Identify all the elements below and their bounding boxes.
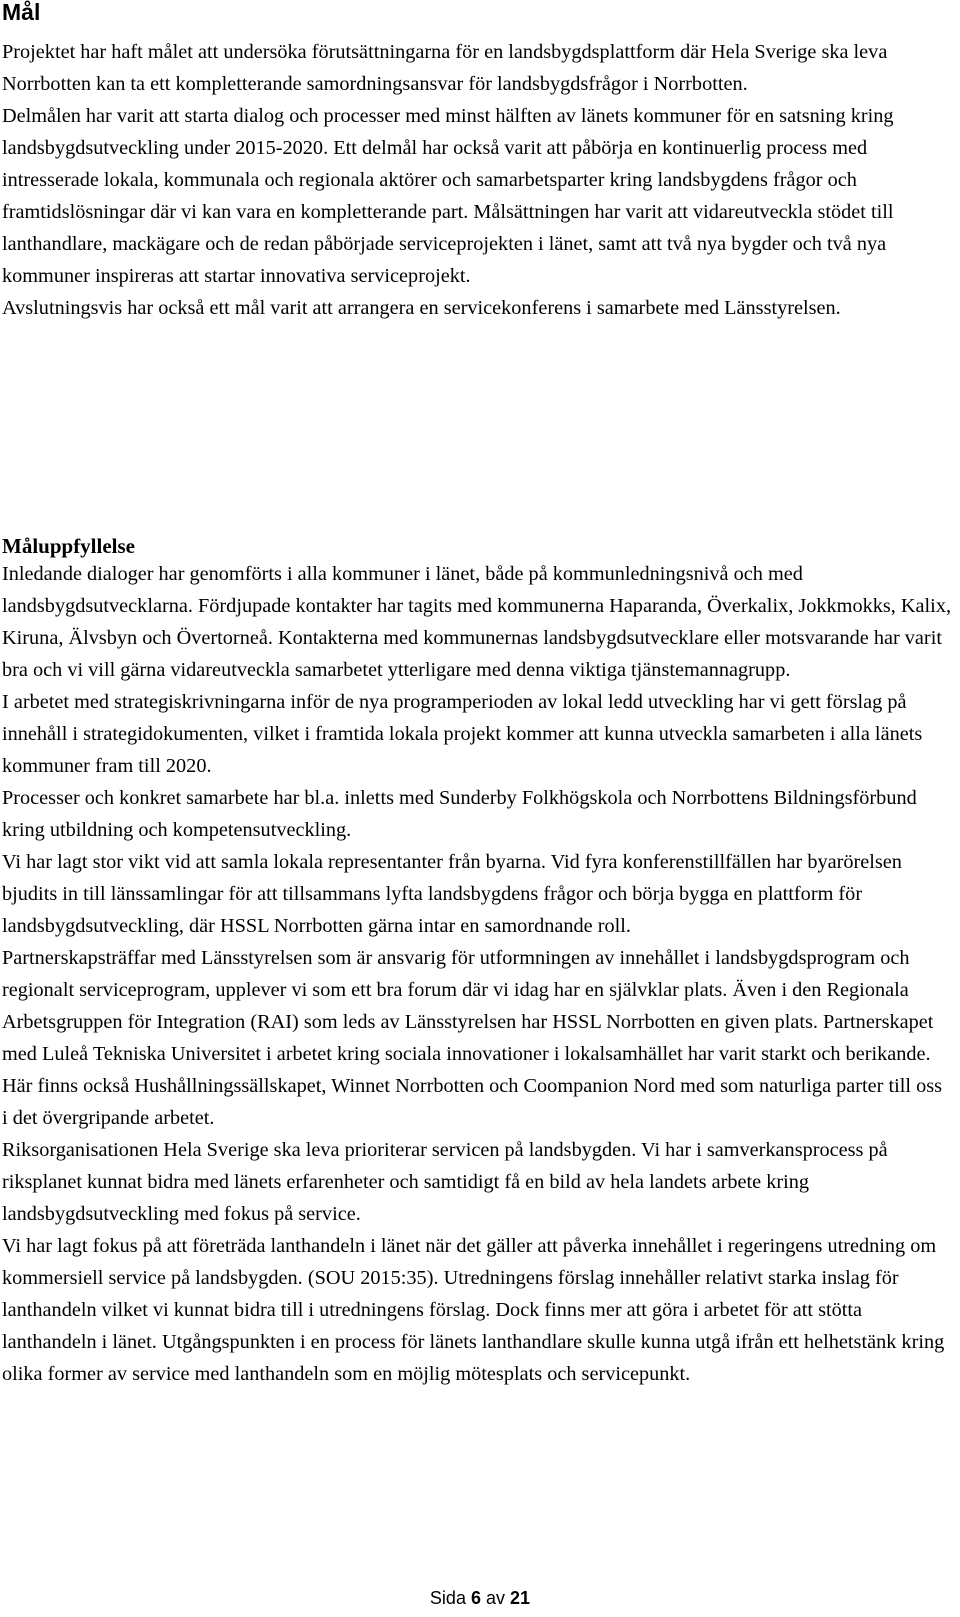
paragraph: Avslutningsvis har också ett mål varit att arrangera en servicekonferens i samarbete med Länsstyrelsen. [2,297,841,319]
section-maluppfyllelse-body [2,558,952,1390]
total-pages: 21 [510,1588,531,1608]
paragraph: Delmålen har varit att starta dialog och processer med minst hälften av länets kommuner för en satsning kring landsbygdsutveckling under 2015-2020. Ett delmål har också varit att påbörja en kontinuerlig process med intresserade lokala, kommunala och regionala aktörer och samarbetsparter kring landsbygdens frågor och framtidslösningar där vi kan vara en kompletterande part. Målsättningen har varit att vidareutveckla stödet till lanthandlare, mackägare och de redan påbörjade serviceprojekten i länet, samt att två nya bygder och två nya kommuner inspireras att startar innovativa serviceprojekt. [2,105,894,287]
paragraph: Vi har lagt stor vikt vid att samla lokala representanter från byarna. Vid fyra konferenstillfällen har byarörelsen bjudits in till länssamlingar för att tillsammans lyfta landsbygdens frågor och börja bygga en plattform för landsbygdsutveckling, där HSSL Norrbotten gärna intar en samordnande roll. [2,851,902,937]
current-page: 6 [470,1588,481,1608]
section-heading-maluppfyllelse: Måluppfyllelse [2,534,136,558]
paragraph: Riksorganisationen Hela Sverige ska leva prioriterar servicen på landsbygden. Vi har i samverkansprocess på riksplanet kunnat bidra med länets erfarenheter och samtidigt få en bild av hela landets arbete kring landsbygdsutveckling med fokus på service. [2,1139,888,1225]
page-label: Sida [429,1588,466,1608]
paragraph: Vi har lagt fokus på att företräda lanthandeln i länet när det gäller att påverka innehållet i regeringens utredning om kommersiell service på landsbygden. (SOU 2015:35). Utredningens förslag innehåller relativt starka inslag för lanthandeln vilket vi kunnat bidra till i utredningens förslag. Dock finns mer att göra i arbetet för att stötta lanthandeln i länet. Utgångspunkten i en process för länets lanthandlare skulle kunna utgå ifrån ett helhetstänk kring olika former av service med lanthandeln som en möjlig mötesplats och servicepunkt. [2,1235,945,1385]
paragraph: I arbetet med strategiskrivningarna inför de nya programperioden av lokal ledd utveckling har vi gett förslag på innehåll i strategidokumenten, vilket i framtida lokala projekt kommer att kunna utveckla samarbeten i alla länets kommuner fram till 2020. [2,691,923,777]
paragraph: Inledande dialoger har genomförts i alla kommuner i länet, både på kommunledningsnivå och med landsbygdsutvecklarna. Fördjupade kontakter har tagits med kommunerna Haparanda, Överkalix, Jokkmokks, Kalix, Kiruna, Älvsbyn och Övertorneå. Kontakterna med kommunernas landsbygdsutvecklare eller motsvarande har varit bra och vi vill gärna vidareutveckla samarbetet ytterligare med denna viktiga tjänstemannagrupp. [2,563,952,681]
section-heading-mal: Mål [2,0,41,25]
page-number [0,1586,960,1610]
page-separator: av [486,1588,506,1608]
paragraph: Partnerskapsträffar med Länsstyrelsen som är ansvarig för utformningen av innehållet i landsbygdsprogram och regionalt serviceprogram, upplever vi som ett bra forum där vi idag har en självklar plats. Även i den Regionala Arbetsgruppen för Integration (RAI) som leds av Länsstyrelsen har HSSL Norrbotten en given plats. Partnerskapet med Luleå Tekniska Universitet i arbetet kring sociala innovationer i lokalsamhället har varit starkt och berikande. Här finns också Hushållningssällskapet, Winnet Norrbotten och Coompanion Nord med som naturliga parter till oss i det övergripande arbetet. [2,947,943,1129]
paragraph: Processer och konkret samarbete har bl.a. inletts med Sunderby Folkhögskola och Norrbottens Bildningsförbund kring utbildning och kompetensutveckling. [2,787,917,841]
section-mal-body [2,36,952,324]
paragraph: Projektet har haft målet att undersöka förutsättningarna för en landsbygdsplattform där Hela Sverige ska leva Norrbotten kan ta ett kompletterande samordningsansvar för landsbygdsfrågor i Norrbotten. [2,41,888,95]
